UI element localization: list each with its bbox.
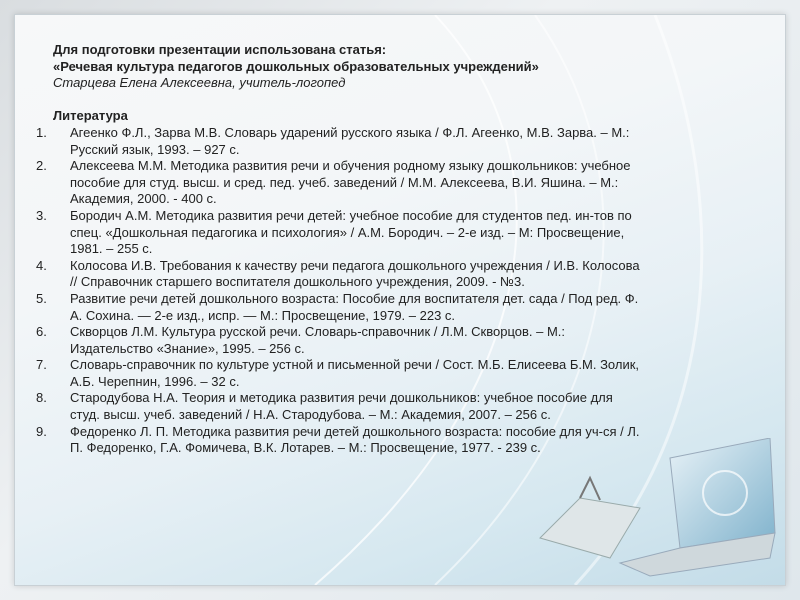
item-number: 9. [36, 423, 47, 439]
slide-content [36, 42, 776, 457]
intro-line: Для подготовки презентации использована статья: [53, 42, 387, 57]
item-number: 4. [36, 257, 47, 273]
item-text-line: студ. высш. учеб. заведений / Н.А. Стародубова. – М.: Академия, 2007. – 256 с. [70, 407, 551, 423]
literature-item [36, 291, 776, 324]
item-text-line: Академия, 2000. - 400 с. [70, 191, 217, 207]
literature-item [36, 357, 776, 390]
laptop-book-illustration [520, 438, 780, 578]
item-text [70, 125, 776, 158]
item-text [70, 258, 776, 291]
item-text [70, 158, 776, 208]
item-number: 1. [36, 124, 47, 140]
item-text-line: 1981. – 255 с. [70, 241, 153, 257]
item-text-line: // Справочник старшего воспитателя дошкольного учреждения, 2009. - №3. [70, 274, 525, 290]
item-text-line: Скворцов Л.М. Культура русской речи. Словарь-справочник / Л.М. Скворцов. – М.: [70, 324, 566, 340]
item-text-line: спец. «Дошкольная педагогика и психология» / А.М. Бородич. – 2-е изд. – М: Просвещение, [70, 224, 625, 240]
literature-list [36, 125, 776, 457]
literature-item [36, 208, 776, 258]
item-number: 5. [36, 290, 47, 306]
item-text-line: П. Федоренко, Г.А. Фомичева, В.К. Лотарев. – М.: Просвещение, 1977. - 239 с. [70, 440, 541, 456]
item-text-line: пособие для студ. высш. и сред. пед. учеб. заведений / М.М. Алексеева, В.И. Яшина. – М.: [70, 174, 619, 190]
item-text [70, 390, 776, 423]
item-text-line: А. Сохина. — 2-е изд., испр. — М.: Просвещение, 1979. – 223 с. [70, 307, 456, 323]
item-text [70, 324, 776, 357]
item-text-line: Словарь-справочник по культуре устной и письменной речи / Сост. М.Б. Елисеева Б.М. Золик, [70, 357, 640, 373]
item-number: 3. [36, 207, 47, 223]
item-text [70, 424, 776, 457]
item-text [70, 357, 776, 390]
item-number: 2. [36, 158, 47, 174]
literature-item [36, 390, 776, 423]
item-text-line: А.Б. Черепнин, 1996. – 32 с. [70, 373, 240, 389]
item-text-line: Развитие речи детей дошкольного возраста: Пособие для воспитателя дет. сада / Под ред. Ф. [70, 290, 639, 306]
item-text-line: Русский язык, 1993. – 927 с. [70, 141, 240, 157]
book-icon [540, 498, 640, 558]
item-text-line: Алексеева М.М. Методика развития речи и обучения родному языку дошкольников: учебное [70, 158, 631, 174]
literature-item [36, 324, 776, 357]
literature-item [36, 424, 776, 457]
item-text-line: Федоренко Л. П. Методика развития речи детей дошкольного возраста: пособие для уч-ся / Л. [70, 423, 640, 439]
item-text-line: Колосова И.В. Требования к качеству речи педагога дошкольного учреждения / И.В. Колосова [70, 257, 640, 273]
item-text-line: Стародубова Н.А. Теория и методика развития речи дошкольников: учебное пособие для [70, 390, 613, 406]
item-text [70, 291, 776, 324]
literature-heading: Литература [53, 108, 128, 124]
item-text-line: Бородич А.М. Методика развития речи детей: учебное пособие для студентов пед. ин-тов по [70, 207, 632, 223]
item-number: 8. [36, 390, 47, 406]
article-title: «Речевая культура педагогов дошкольных образовательных учреждений» [53, 58, 539, 74]
item-text [70, 208, 776, 258]
quill-icon [580, 478, 600, 500]
literature-item [36, 158, 776, 208]
literature-item [36, 125, 776, 158]
item-number: 7. [36, 357, 47, 373]
literature-item [36, 258, 776, 291]
item-number: 6. [36, 324, 47, 340]
item-text-line: Издательство «Знание», 1995. – 256 с. [70, 340, 305, 356]
item-text-line: Агеенко Ф.Л., Зарва М.В. Словарь ударений русского языка / Ф.Л. Агеенко, М.В. Зарва. – М.: [70, 124, 630, 140]
author-line: Старцева Елена Алексеевна, учитель-логопед [53, 75, 346, 91]
